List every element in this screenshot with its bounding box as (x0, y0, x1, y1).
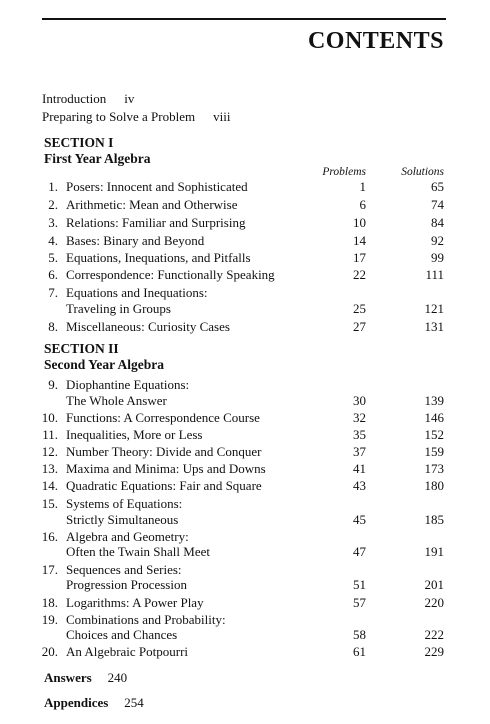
toc-entry[interactable] (0, 284, 490, 301)
entry-title-line-2: Often the Twain Shall Meet (66, 544, 210, 559)
section-2-subheading: Second Year Algebra (44, 357, 164, 372)
entry-title: Bases: Binary and Beyond (66, 233, 205, 248)
toc-entry[interactable] (0, 232, 490, 249)
entry-solutions-page: 152 (424, 427, 444, 442)
entry-problems-page: 41 (353, 461, 366, 476)
entry-solutions-page: 191 (424, 544, 444, 559)
entry-problems-page: 43 (353, 478, 366, 493)
entry-number: 5. (48, 250, 58, 265)
column-header-solutions: Solutions (401, 166, 444, 178)
entry-title: Posers: Innocent and Sophisticated (66, 179, 248, 194)
toc-label: Answers (44, 670, 92, 685)
toc-label: Appendices (44, 695, 109, 710)
entry-solutions-page: 222 (424, 627, 444, 642)
entry-solutions-page: 229 (424, 644, 444, 659)
toc-entry[interactable] (0, 409, 490, 426)
entry-solutions-page: 65 (431, 179, 444, 194)
entry-number: 3. (48, 215, 58, 230)
entry-problems-page: 22 (353, 267, 366, 282)
entry-problems-page: 37 (353, 444, 366, 459)
entry-solutions-page: 99 (431, 250, 444, 265)
entry-number: 20. (41, 644, 58, 659)
entry-problems-page: 14 (353, 233, 366, 248)
entry-problems-page: 58 (353, 627, 366, 642)
entry-number: 14. (41, 478, 58, 493)
entry-problems-page: 17 (353, 250, 366, 265)
toc-entry[interactable] (0, 426, 490, 443)
top-rule (42, 18, 446, 20)
toc-entry[interactable] (0, 249, 490, 266)
entry-number: 1. (48, 179, 58, 194)
entry-problems-page: 51 (353, 577, 366, 592)
entry-title: Quadratic Equations: Fair and Square (66, 478, 262, 493)
toc-entry[interactable] (0, 443, 490, 460)
entry-title: Arithmetic: Mean and Otherwise (66, 197, 238, 212)
entry-title: Number Theory: Divide and Conquer (66, 444, 262, 459)
toc-page: viii (213, 109, 231, 124)
page-title: CONTENTS (307, 28, 444, 54)
entry-problems-page: 27 (353, 319, 366, 334)
entry-solutions-page: 121 (424, 301, 444, 316)
entry-number: 2. (48, 197, 58, 212)
entry-title: Diophantine Equations: (66, 377, 190, 392)
entry-problems-page: 1 (359, 179, 366, 194)
toc-entry-continued (0, 576, 490, 593)
toc-entry[interactable] (0, 196, 490, 213)
toc-label: Preparing to Solve a Problem (42, 109, 196, 124)
toc-label: Introduction (42, 91, 107, 106)
entry-title: Maxima and Minima: Ups and Downs (66, 461, 266, 476)
toc-entry[interactable] (0, 594, 490, 611)
entry-number: 13. (41, 461, 58, 476)
toc-entry-continued (0, 511, 490, 528)
entry-title: Sequences and Series: (66, 562, 182, 577)
entry-number: 7. (48, 285, 58, 300)
entry-number: 10. (41, 410, 58, 425)
entry-problems-page: 6 (359, 197, 366, 212)
entry-title: Equations and Inequations: (66, 285, 208, 300)
entry-title: Functions: A Correspondence Course (66, 410, 260, 425)
entry-title: Miscellaneous: Curiosity Cases (66, 319, 230, 334)
entry-number: 17. (41, 562, 58, 577)
entry-problems-page: 30 (353, 393, 366, 408)
entry-solutions-page: 84 (431, 215, 444, 230)
entry-title-line-2: Progression Procession (66, 577, 187, 592)
entry-solutions-page: 146 (424, 410, 444, 425)
entry-title-line-2: Strictly Simultaneous (66, 512, 179, 527)
entry-problems-page: 25 (353, 301, 366, 316)
entry-solutions-page: 185 (424, 512, 444, 527)
entry-problems-page: 10 (353, 215, 366, 230)
entry-title: Algebra and Geometry: (66, 529, 189, 544)
entry-problems-page: 35 (353, 427, 366, 442)
entry-number: 11. (42, 427, 58, 442)
entry-solutions-page: 220 (424, 595, 444, 610)
entry-problems-page: 45 (353, 512, 366, 527)
entry-number: 16. (41, 529, 58, 544)
toc-entry[interactable] (0, 643, 490, 660)
toc-entry[interactable] (0, 376, 490, 393)
entry-solutions-page: 92 (431, 233, 444, 248)
toc-entry[interactable] (0, 214, 490, 231)
entry-number: 19. (41, 612, 58, 627)
toc-page: iv (124, 91, 135, 106)
entry-title: Inequalities, More or Less (66, 427, 203, 442)
entry-solutions-page: 139 (424, 393, 444, 408)
entry-number: 12. (41, 444, 58, 459)
toc-appendices[interactable] (44, 694, 144, 711)
section-1-heading: SECTION I (44, 135, 114, 150)
entry-title-line-2: Traveling in Groups (66, 301, 171, 316)
entry-solutions-page: 180 (424, 478, 444, 493)
entry-title: An Algebraic Potpourri (66, 644, 189, 659)
toc-entry[interactable] (0, 477, 490, 494)
entry-title: Relations: Familiar and Surprising (66, 215, 246, 230)
entry-solutions-page: 111 (425, 267, 444, 282)
toc-entry-continued (0, 392, 490, 409)
toc-entry[interactable] (0, 495, 490, 512)
toc-entry-continued (0, 300, 490, 317)
entry-title: Correspondence: Functionally Speaking (66, 267, 275, 282)
toc-entry-continued (0, 626, 490, 643)
entry-solutions-page: 201 (424, 577, 444, 592)
entry-number: 15. (41, 496, 58, 511)
entry-problems-page: 61 (353, 644, 366, 659)
entry-problems-page: 57 (353, 595, 366, 610)
toc-entry[interactable] (0, 178, 490, 195)
entry-number: 4. (48, 233, 58, 248)
entry-number: 6. (48, 267, 58, 282)
entry-title: Systems of Equations: (66, 496, 183, 511)
toc-answers[interactable] (44, 669, 127, 686)
toc-page: 254 (124, 695, 144, 710)
entry-title: Combinations and Probability: (66, 612, 226, 627)
entry-number: 8. (48, 319, 58, 334)
entry-title: Equations, Inequations, and Pitfalls (66, 250, 251, 265)
column-header-problems: Problems (322, 166, 366, 178)
section-1-subheading: First Year Algebra (44, 151, 151, 166)
entry-solutions-page: 74 (431, 197, 444, 212)
toc-intro-preparing[interactable] (42, 108, 230, 125)
toc-page: 240 (107, 670, 128, 685)
toc-entry-continued (0, 543, 490, 560)
toc-intro-introduction[interactable] (42, 90, 134, 107)
entry-number: 9. (48, 377, 58, 392)
entry-problems-page: 47 (353, 544, 366, 559)
entry-solutions-page: 131 (424, 319, 444, 334)
section-2-heading: SECTION II (44, 341, 119, 356)
entry-title-line-2: The Whole Answer (66, 393, 167, 408)
toc-entry[interactable] (0, 266, 490, 283)
toc-entry[interactable] (0, 318, 490, 335)
entry-problems-page: 32 (353, 410, 366, 425)
toc-entry[interactable] (0, 460, 490, 477)
entry-title-line-2: Choices and Chances (66, 627, 178, 642)
entry-title: Logarithms: A Power Play (66, 595, 204, 610)
entry-solutions-page: 159 (424, 444, 444, 459)
entry-solutions-page: 173 (424, 461, 444, 476)
entry-number: 18. (41, 595, 58, 610)
